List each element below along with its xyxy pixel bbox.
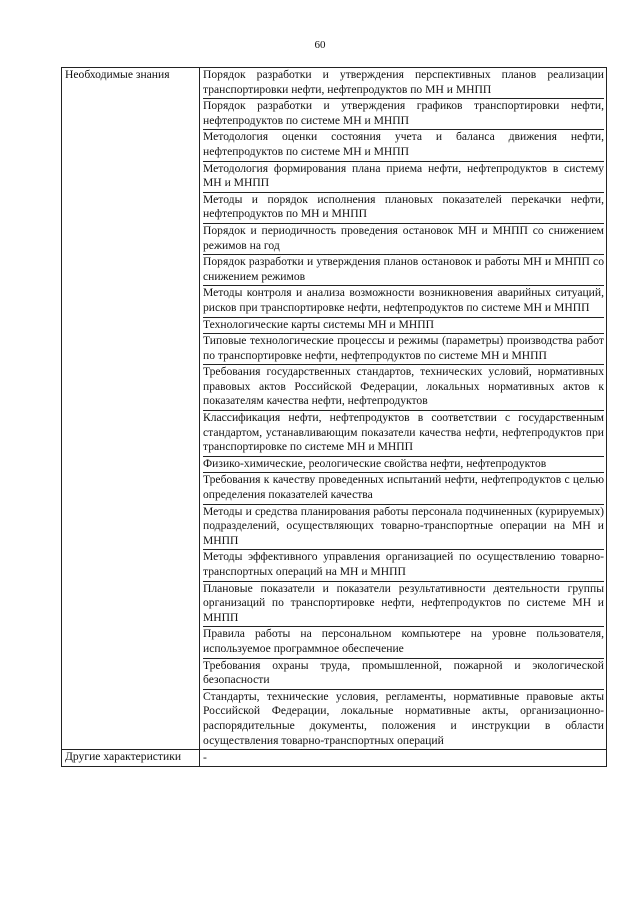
- knowledge-item: Методология формирования плана приема нефти, нефтепродуктов в систему МН и МНПП: [203, 162, 604, 193]
- page-number: 60: [314, 39, 326, 51]
- other-characteristics-row: [62, 750, 607, 767]
- required-knowledge-label: Необходимые знания: [62, 68, 200, 750]
- knowledge-item: Требования государственных стандартов, технических условий, нормативных правовых актов Российской Федерации, локальных нормативных актов к показателям качества нефти, нефтепродуктов: [203, 365, 604, 411]
- other-characteristics-value: -: [203, 751, 207, 765]
- knowledge-item: Порядок и периодичность проведения остановок МН и МНПП со снижением режимов на год: [203, 224, 604, 255]
- knowledge-item: Стандарты, технические условия, регламенты, нормативные правовые акты Российской Федерации, локальные нормативные акты, организационно-распорядительные документы, положения и инструкции в области осуществления товарно-транспортных операций: [203, 689, 604, 747]
- knowledge-item: Плановые показатели и показатели результативности деятельности группы организаций по транспортировке нефти, нефтепродуктов по системе МН и МНПП: [203, 582, 604, 628]
- knowledge-item: Классификация нефти, нефтепродуктов в соответствии с государственным стандартом, устанавливающим показатели качества нефти, нефтепродуктов при транспортировке по системе МН и МНПП: [203, 411, 604, 457]
- other-characteristics-label: Другие характеристики: [62, 750, 200, 767]
- knowledge-item: Типовые технологические процессы и режимы (параметры) производства работ по транспортировке нефти, нефтепродуктов по системе МН и МНПП: [203, 334, 604, 365]
- qualification-table: [61, 67, 607, 767]
- knowledge-item: Методология оценки состояния учета и баланса движения нефти, нефтепродуктов по системе МН и МНПП: [203, 130, 604, 161]
- other-characteristics-value-cell: [200, 750, 607, 767]
- required-knowledge-list: [200, 68, 607, 750]
- knowledge-item: Технологические карты системы МН и МНПП: [203, 318, 604, 335]
- knowledge-item: Методы и порядок исполнения плановых показателей перекачки нефти, нефтепродуктов по МН и МНПП: [203, 193, 604, 224]
- knowledge-item: Порядок разработки и утверждения перспективных планов реализации транспортировки нефти, нефтепродуктов по МН и МНПП: [203, 68, 604, 99]
- knowledge-item: Методы и средства планирования работы персонала подчиненных (курируемых) подразделений, осуществляющих товарно-транспортные операции на МН и МНПП: [203, 505, 604, 551]
- knowledge-item: Физико-химические, реологические свойства нефти, нефтепродуктов: [203, 457, 604, 474]
- knowledge-item: Методы эффективного управления организацией по осуществлению товарно-транспортных операций на МН и МНПП: [203, 550, 604, 581]
- knowledge-item: Требования к качеству проведенных испытаний нефти, нефтепродуктов с целью определения показателей качества: [203, 473, 604, 504]
- required-knowledge-row: [62, 68, 607, 750]
- knowledge-item: Методы контроля и анализа возможности возникновения аварийных ситуаций, рисков при транспортировке нефти, нефтепродуктов по системе МН и МНПП: [203, 286, 604, 317]
- knowledge-item: Требования охраны труда, промышленной, пожарной и экологической безопасности: [203, 659, 604, 690]
- knowledge-item: Порядок разработки и утверждения планов остановок и работы МН и МНПП со снижением режимов: [203, 255, 604, 286]
- knowledge-item: Порядок разработки и утверждения графиков транспортировки нефти, нефтепродуктов по системе МН и МНПП: [203, 99, 604, 130]
- knowledge-item: Правила работы на персональном компьютере на уровне пользователя, используемое программное обеспечение: [203, 627, 604, 658]
